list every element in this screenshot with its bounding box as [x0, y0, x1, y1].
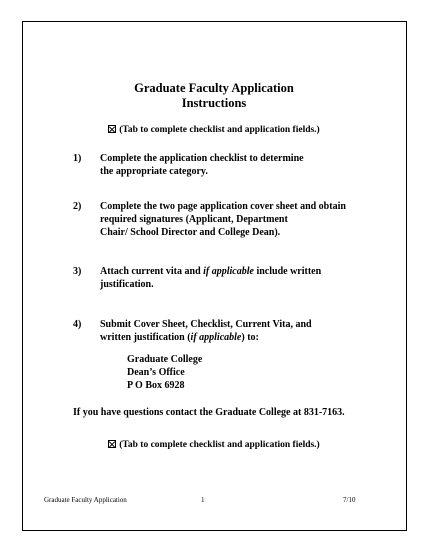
address-line: P O Box 6928	[127, 380, 185, 391]
page-subtitle: Instructions	[181, 96, 247, 110]
item-text-segment: include written	[253, 266, 322, 277]
mailing-address	[127, 353, 202, 392]
item-emphasis: if applicable	[203, 266, 254, 277]
tab-note-text: (Tab to complete checklist and application fields.)	[119, 440, 320, 450]
item-emphasis: if applicable	[190, 332, 242, 343]
item-line: the appropriate category.	[100, 166, 208, 177]
item-line: justification.	[100, 279, 154, 290]
item-line: required signatures (Applicant, Department	[100, 214, 288, 225]
item-text-segment: written justification (	[100, 332, 191, 343]
item-line: Submit Cover Sheet, Checklist, Current Vita, and	[100, 319, 312, 330]
checkbox-icon[interactable]	[108, 125, 116, 133]
tab-note	[0, 125, 428, 135]
contact-info: If you have questions contact the Graduate College at 831-7163.	[73, 407, 345, 418]
address-line: Dean’s Office	[127, 367, 185, 378]
item-number: 4)	[73, 319, 82, 330]
tab-note-bottom	[0, 440, 428, 450]
item-line: Chair/ School Director and College Dean).	[100, 227, 281, 238]
item-number: 1)	[73, 153, 82, 164]
item-line	[100, 331, 390, 344]
page-title: Graduate Faculty Application	[134, 81, 294, 95]
footer-page-number: 1	[201, 496, 205, 504]
item-text-segment: Attach current vita and	[100, 266, 204, 277]
address-line: Graduate College	[127, 354, 203, 365]
tab-note-text: (Tab to complete checklist and application fields.)	[119, 125, 320, 135]
item-line: Complete the application checklist to determine	[100, 153, 304, 164]
item-line	[100, 265, 390, 278]
item-text-segment: ) to:	[241, 332, 259, 343]
item-number: 2)	[73, 201, 82, 212]
footer-left: Graduate Faculty Application	[44, 496, 127, 504]
item-number: 3)	[73, 266, 82, 277]
checkbox-icon[interactable]	[108, 440, 116, 448]
item-line: Complete the two page application cover sheet and obtain	[100, 201, 346, 212]
footer-date: 7/10	[343, 496, 356, 504]
